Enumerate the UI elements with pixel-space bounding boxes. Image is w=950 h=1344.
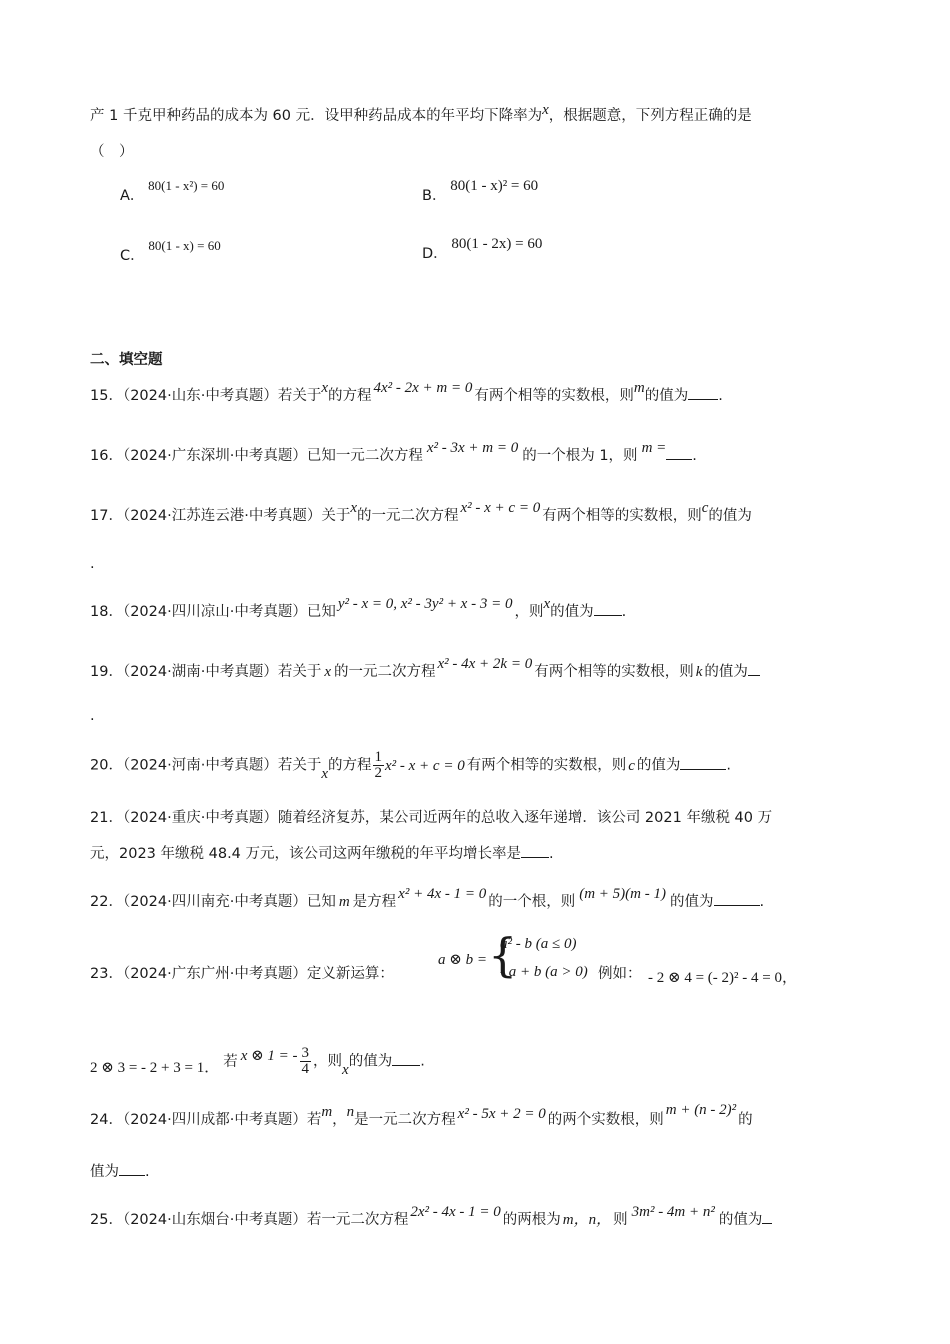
- q23-case2: - a + b (a > 0): [500, 964, 588, 980]
- q15: [90, 380, 723, 405]
- q21-line2: [90, 842, 554, 863]
- q18-source: （2024·四川凉山·中考真题）: [122, 604, 307, 620]
- option-d-equation: 80(1 - 2x) = 60: [451, 236, 543, 252]
- q20-fraction-half: [373, 750, 385, 781]
- q25-equation: 2x² - 4x - 1 = 0: [410, 1204, 501, 1220]
- q22-text1: 已知: [306, 894, 336, 910]
- q18-text3: 的值为: [550, 604, 594, 620]
- q15-text2: 的方程: [328, 388, 372, 404]
- q18-answer-blank[interactable]: [594, 601, 622, 616]
- option-b-equation: 80(1 - x)² = 60: [450, 178, 539, 194]
- q23-text5: 的值为: [348, 1053, 393, 1070]
- q19-source: （2024·湖南·中考真题）: [122, 664, 278, 680]
- q22-end: .: [759, 894, 765, 910]
- q24: [90, 1102, 753, 1129]
- q21-answer-blank[interactable]: [521, 843, 549, 858]
- q15-var-m: m: [633, 380, 645, 396]
- q22-text2: 是方程: [352, 894, 397, 910]
- q21-source: （2024·重庆·中考真题）: [122, 810, 278, 826]
- q14-option-b[interactable]: [422, 178, 538, 205]
- q20-answer-blank[interactable]: [680, 755, 726, 770]
- q17-text2: 的一元二次方程: [357, 508, 459, 524]
- q21-end: .: [549, 846, 554, 862]
- q17-text4: 的值为: [708, 508, 752, 524]
- q24-answer-blank[interactable]: [119, 1161, 145, 1176]
- q23-text4: ，则: [313, 1053, 343, 1070]
- q21-line1: [90, 806, 772, 827]
- q19-text1: 若关于: [277, 664, 322, 680]
- q18-text2: ，则: [514, 604, 544, 620]
- q18-end: .: [621, 604, 627, 620]
- q16-end: .: [692, 448, 697, 464]
- q19-equation: x² - 4x + 2k = 0: [437, 656, 533, 672]
- q24-text1: 若: [306, 1112, 322, 1128]
- q23-case1: a² - b (a ≤ 0): [500, 936, 577, 952]
- q22: [90, 886, 765, 911]
- q25-expression: 3m² - 4m + n²: [631, 1204, 715, 1220]
- q19-text4: 的值为: [704, 664, 748, 680]
- q23-intro: [90, 962, 394, 983]
- q15-text1: 若关于: [277, 388, 322, 404]
- q19-end: .: [90, 708, 95, 724]
- q17-var-x: x: [350, 500, 357, 516]
- q17-var-c: c: [701, 500, 709, 516]
- q22-number: 22．: [90, 894, 123, 910]
- q16-var-m: m =: [641, 440, 667, 456]
- q22-text3: 的一个根，则: [488, 894, 576, 910]
- q21-text-line2: 元，2023 年缴税 48.4 万元，该公司这两年缴税的年平均增长率是: [90, 846, 522, 862]
- q23-var-x: x: [342, 1061, 349, 1078]
- q21-number: 21．: [90, 810, 123, 826]
- q24-text4: 的: [738, 1112, 753, 1128]
- q24-text3: 的两个实数根，则: [547, 1112, 664, 1128]
- option-d-label: D．: [422, 246, 448, 262]
- q23-text1: 定义新运算：: [306, 966, 394, 982]
- q24-equation: x² - 5x + 2 = 0: [457, 1106, 546, 1122]
- q14-option-a[interactable]: [120, 178, 224, 205]
- q23-example-label: 例如：: [598, 966, 642, 982]
- q17-text3: 有两个相等的实数根，则: [542, 508, 702, 524]
- q22-text4: 的值为: [670, 894, 714, 910]
- q20-text1: 若关于: [277, 757, 322, 774]
- q15-number: 15．: [90, 388, 123, 404]
- q21-text-line1: 随着经济复苏，某公司近两年的总收入逐年递增．该公司 2021 年缴税 40 万: [277, 810, 773, 826]
- q18-var-x: x: [543, 596, 551, 612]
- q20-var-x: x: [321, 765, 328, 782]
- q22-equation: x² + 4x - 1 = 0: [398, 886, 487, 902]
- q15-text4: 的值为: [644, 388, 689, 404]
- q19-text3: 有两个相等的实数根，则: [534, 664, 694, 680]
- q20-number: 20．: [90, 757, 123, 774]
- q23-example2: 2 ⊗ 3 = - 2 + 3 = 1．: [90, 1059, 220, 1076]
- q15-end: .: [718, 388, 723, 404]
- q20-var-c: c: [628, 757, 635, 774]
- q20-fraction-denominator: 2: [374, 765, 382, 781]
- q20-text4: 的值为: [636, 757, 681, 774]
- q23-line2: [90, 1046, 425, 1077]
- q20-text2: 的方程: [328, 757, 372, 774]
- q25-number: 25．: [90, 1212, 123, 1228]
- q24-line2: [90, 1160, 150, 1181]
- q17-text1: 关于: [321, 508, 351, 524]
- option-a-equation: 80(1 - x²) = 60: [148, 178, 225, 193]
- q20: [90, 750, 731, 781]
- q17-end: .: [90, 556, 95, 572]
- q23-fraction-numerator: 3: [301, 1045, 310, 1061]
- q15-source: （2024·山东·中考真题）: [122, 388, 278, 404]
- q15-var-x: x: [321, 380, 328, 396]
- q23-equation: x ⊗ 1 = -: [240, 1047, 298, 1064]
- q22-expression: (m + 5)(m - 1): [579, 886, 666, 902]
- q25-text3: 则: [613, 1212, 628, 1228]
- q17-equation: x² - x + c = 0: [460, 500, 541, 516]
- q16-answer-blank[interactable]: [666, 445, 692, 460]
- q23-end: .: [420, 1053, 425, 1070]
- q20-source: （2024·河南·中考真题）: [122, 757, 278, 774]
- q14-stem-part1: 产 1 千克甲种药品的成本为 60 元．设甲种药品成本的年平均下降率为: [90, 108, 543, 124]
- q15-equation: 4x² - 2x + m = 0: [373, 380, 473, 396]
- q16-number: 16．: [90, 448, 123, 464]
- q14-var-x: x: [542, 102, 549, 118]
- q25-text2: 的两根为: [502, 1212, 561, 1228]
- q25: [90, 1204, 772, 1229]
- q23-source: （2024·广东广州·中考真题）: [122, 966, 307, 982]
- q17: [90, 500, 752, 525]
- q16-equation: x² - 3x + m = 0: [426, 440, 519, 456]
- q24-var-n: n: [346, 1104, 355, 1120]
- q14-stem-part2: ，根据题意，下列方程正确的是: [548, 108, 752, 124]
- q19-var-k: k: [695, 664, 703, 680]
- q23-answer-blank[interactable]: [392, 1051, 420, 1066]
- q16-text2: 的一个根为 1，则: [522, 448, 638, 464]
- option-b-label: B．: [422, 188, 447, 204]
- q22-answer-blank[interactable]: [714, 891, 760, 906]
- q25-source: （2024·山东烟台·中考真题）: [122, 1212, 307, 1228]
- q23-number: 23．: [90, 966, 123, 982]
- q14-option-c[interactable]: [120, 238, 221, 265]
- q18-number: 18．: [90, 604, 123, 620]
- q23-fraction: [300, 1046, 312, 1077]
- q22-source: （2024·四川南充·中考真题）: [122, 894, 307, 910]
- q20-end: .: [726, 757, 731, 774]
- q14-answer-paren: （ ）: [90, 144, 134, 160]
- q23-brace-icon: {: [488, 928, 518, 982]
- q19: [90, 656, 760, 681]
- q23-definition-lhs: a ⊗ b =: [438, 952, 487, 968]
- q19-answer-blank[interactable]: [748, 661, 760, 676]
- q14-stem: [90, 104, 752, 125]
- q24-var-m: m: [321, 1104, 333, 1120]
- q22-var-m: m: [338, 894, 350, 910]
- q23-fraction-denominator: 4: [301, 1061, 310, 1077]
- q20-text3: 有两个相等的实数根，则: [466, 757, 627, 774]
- q15-text3: 有两个相等的实数根，则: [474, 388, 634, 404]
- q16-source: （2024·广东深圳·中考真题）: [122, 448, 307, 464]
- q17-source: （2024·江苏连云港·中考真题）: [122, 508, 322, 524]
- q25-vars-mn: m，n，: [562, 1212, 612, 1228]
- q16: [90, 440, 697, 465]
- q24-separator: ，: [332, 1112, 347, 1128]
- q20-fraction-numerator: 1: [374, 749, 382, 765]
- q19-number: 19．: [90, 664, 123, 680]
- q19-var-x: x: [324, 664, 331, 680]
- q24-number: 24．: [90, 1112, 123, 1128]
- q24-end: .: [145, 1164, 150, 1180]
- q18: [90, 596, 627, 621]
- q20-equation: x² - x + c = 0: [385, 757, 465, 774]
- option-c-label: C．: [120, 248, 145, 264]
- q24-text2: 是一元二次方程: [354, 1112, 456, 1128]
- q16-text1: 已知一元二次方程: [306, 448, 423, 464]
- option-c-equation: 80(1 - x) = 60: [148, 238, 221, 253]
- q24-source: （2024·四川成都·中考真题）: [122, 1112, 307, 1128]
- q18-equations: y² - x = 0, x² - 3y² + x - 3 = 0: [337, 596, 513, 612]
- q17-number: 17．: [90, 508, 123, 524]
- q19-text2: 的一元二次方程: [334, 664, 436, 680]
- q15-answer-blank[interactable]: [688, 385, 718, 400]
- q14-option-d[interactable]: [422, 236, 542, 263]
- q24-text-line2: 值为: [90, 1164, 119, 1180]
- section-title: 二、填空题: [90, 352, 163, 368]
- q23-text3: 若: [223, 1053, 238, 1070]
- q25-text1: 若一元二次方程: [306, 1212, 409, 1228]
- q24-expression: m + (n - 2)²: [665, 1102, 737, 1118]
- option-a-label: A．: [120, 188, 145, 204]
- q18-text1: 已知: [306, 604, 336, 620]
- q23-example1: - 2 ⊗ 4 = (- 2)² - 4 = 0，: [648, 970, 797, 986]
- q25-text4: 的值为: [718, 1212, 763, 1228]
- q25-answer-blank[interactable]: [762, 1209, 772, 1224]
